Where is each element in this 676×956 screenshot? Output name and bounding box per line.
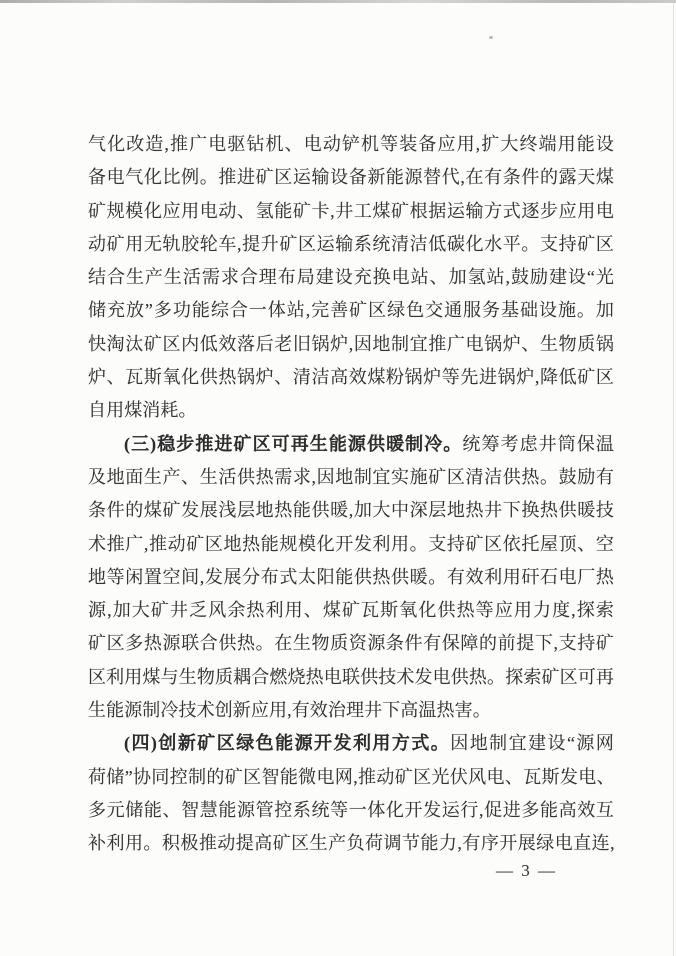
text-line: 矿规模化应用电动、氢能矿卡,井工煤矿根据运输方式逐步应用电 [88, 200, 614, 221]
text-line: 地等闲置空间,发展分布式太阳能供热供暖。有效利用矸石电厂热 [88, 566, 614, 587]
scan-speck [489, 36, 493, 39]
text-line: 储充放”多功能综合一体站,完善矿区绿色交通服务基础设施。加 [88, 300, 614, 321]
text-line: 多元储能、智慧能源管控系统等一体化开发运行,促进多能高效互 [88, 799, 614, 820]
text-line: 气化改造,推广电驱钻机、电动铲机等装备应用,扩大终端用能设 [88, 134, 614, 154]
text-line: 矿区多热源联合供热。在生物质资源条件有保障的前提下,支持矿 [88, 633, 614, 654]
text-line: (三)稳步推进矿区可再生能源供暖制冷。统筹考虑井筒保温 [124, 433, 614, 454]
text-line: 炉、瓦斯氧化供热锅炉、清洁高效煤粉锅炉等先进锅炉,降低矿区 [88, 367, 614, 388]
text-line: 动矿用无轨胶轮车,提升矿区运输系统清洁低碳化水平。支持矿区 [88, 233, 614, 254]
text-line: 自用煤消耗。 [88, 400, 197, 421]
top-scan-artifact-line [0, 0, 676, 3]
text-line: 结合生产生活需求合理布局建设充换电站、加氢站,鼓励建设“光 [88, 267, 614, 288]
text-line: 快淘汰矿区内低效落后老旧锅炉,因地制宜推广电锅炉、生物质锅 [88, 333, 614, 354]
text-line: 补利用。积极推动提高矿区生产负荷调节能力,有序开展绿电直连, [88, 833, 614, 854]
text-line: (四)创新矿区绿色能源开发利用方式。因地制宜建设“源网 [124, 733, 614, 754]
section-heading: (四)创新矿区绿色能源开发利用方式。 [124, 733, 451, 754]
text-line: 荷储”协同控制的矿区智能微电网,推动矿区光伏风电、瓦斯发电、 [88, 766, 614, 787]
text-line: 生能源制冷技术创新应用,有效治理井下高温热害。 [88, 700, 491, 721]
text-line: 区利用煤与生物质耦合燃烧热电联供技术发电供热。探索矿区可再 [88, 666, 614, 687]
text-line: 及地面生产、生活供热需求,因地制宜实施矿区清洁供热。鼓励有 [88, 466, 614, 487]
text-line: 备电气化比例。推进矿区运输设备新能源替代,在有条件的露天煤 [88, 167, 614, 188]
section-heading: (三)稳步推进矿区可再生能源供暖制冷。 [124, 433, 463, 454]
text-line: 源,加大矿井乏风余热利用、煤矿瓦斯氧化供热等应用力度,探索 [88, 600, 614, 621]
right-scan-artifact-line [673, 3, 674, 956]
text-line: 术推广,推动矿区地热能规模化开发利用。支持矿区依托屋顶、空 [88, 533, 614, 554]
page-number: — 3 — [496, 861, 557, 880]
text-line: 条件的煤矿发展浅层地热能供暖,加大中深层地热井下换热供暖技 [88, 500, 614, 521]
document-body [88, 128, 614, 861]
